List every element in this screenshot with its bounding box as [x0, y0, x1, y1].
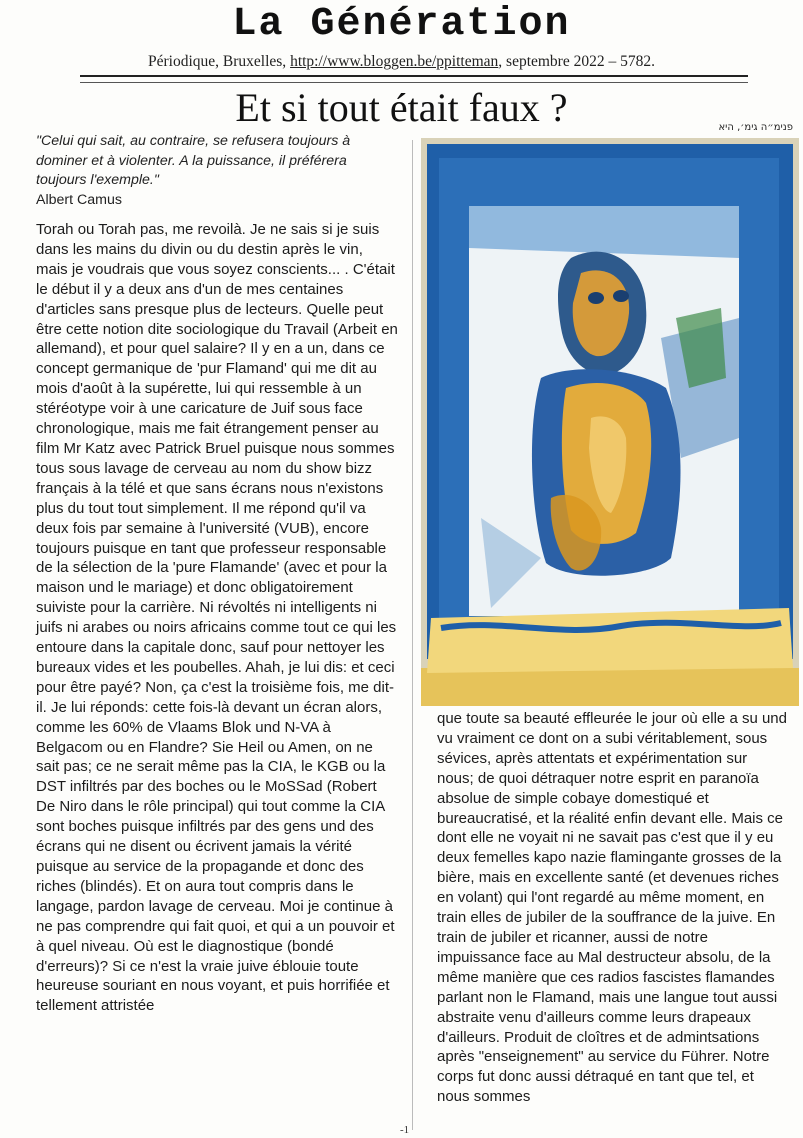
column-divider [412, 140, 413, 1130]
article-title: Et si tout était faux ? [235, 85, 568, 130]
page-number: -1 [400, 1124, 410, 1136]
masthead: La Génération [232, 2, 571, 47]
header-rule-thin [80, 82, 748, 83]
body-column-left: Torah ou Torah pas, me revoilà. Je ne sais si je suis dans les mains du divin ou du destin après le vin, mais je voudrais que vous soyez conscients... . C'était le début il y a deux ans d'un de mes centaines d'articles sans presque plus de lecteurs. Quelle peut être cette notion dite sociologique du Travail (Arbeit en allemand), et pour quel salaire? Il y en a un, dans ce concept germanique de 'pur Flamand' qui me dit au mois d'août à la supérette, lui qui ressemble à un stéréotype voir à une caricature de Juif sous face chronologique, mais me fait étrangement penser au film Mr Katz avec Patrick Bruel puisque nous sommes tous sous lavage de cerveau au nom du show bizz français à la télé et que sans écrans nous n'existons plus du tout tout simplement. Il me répond qu'il va deux fois par semaine à l'université (VUB), encore toujours puisque en tant que professeur responsable de la sélection de la 'pure Flamande' (avec et pour la maison und le mariage) et donc obligatoirement suiviste pour la carrière. Ni révoltés ni intelligents ni juifs ni arabes ou noirs africains comme tout ce qui les entoure dans la capitale donc, sauf pour nettoyer les bureaux vides et les poubelles. Ahah, je lui dis: et ceci pour être payé? Non, ça c'est la troisième fois, me dit-il. Je lui réponds: cette fois-là devant un écran alors, comme les 60% de Vlaams Blok und N-VA à Belgacom ou en Flandre? Sie Heil ou Amen, on ne sait pas; ce ne serait même pas la CIA, le KGB ou la DST infiltrés par des boches ou le MoSSad (Robert De Niro dans le rôle principal) qui tout comme la CIA sont boches puisque infiltrés par des gens und des écrans qui ne disent ou écrivent jamais la vérité puisque au service de la propagande et donc des riches (blindés). Et on aura tout compris dans le langage, pardon lavage de cerveau. Moi je continue à ne pas comprendre qui fait quoi, et qui a un pouvoir et à quel niveau. Où est le diagnostique (bondé d'erreurs)? Si ce n'est la vraie juive éblouie toute heureuse souriant en nous voyant, et puis horrifiée et tellement attristée [36, 221, 398, 1015]
epigraph-text: "Celui qui sait, au contraire, se refusera toujours à dominer et à violenter. A la puissance, il préférera toujours l'exemple." [36, 133, 351, 188]
body-column-right: que toute sa beauté effleurée le jour où elle a su und vu vraiment ce dont on a subi véritablement, sous sévices, après attentats et expérimentation sur nous; de quoi détraquer notre esprit en paranoïa absolue de simple cobaye domestiqué et bureaucratisé, et la réalité enfin devant elle. Mais ce dont elle ne voyait ni ne savait pas c'est que il y eu deux femelles kapo nazie flamingante grosses de la bière, mais en excellente santé (et devenues riches en volant) qui l'ont regardé au même moment, en train elles de jubiler de la souffrance de la juive. En train de jubiler et ricanner, aussi de notre impuissance face au Mal destructeur absolu, de la même manière que ces radios fascistes flamandes parlant non le Flamand, mais une langue tout aussi abstraite venu d'ailleurs comme leurs drapeaux d'ailleurs. Produit de cloîtres et de admintsations après "enseignement" au service du Führer. Notre corps fut donc aussi détraqué en tant que tel, et nous sommes [437, 710, 787, 1106]
hebrew-note: פנימ״ה גימ׳, היא [718, 122, 793, 133]
publication-info-prefix: Périodique, Bruxelles, [148, 53, 291, 70]
blog-link[interactable]: http://www.bloggen.be/ppitteman [290, 53, 499, 70]
painting-illustration [421, 138, 799, 706]
publication-info-suffix: , septembre 2022 – 5782. [498, 53, 655, 70]
painting-image [421, 138, 799, 706]
epigraph-author: Albert Camus [36, 191, 122, 208]
header-rule [80, 75, 748, 77]
publication-info [0, 53, 803, 71]
epigraph [36, 132, 396, 210]
